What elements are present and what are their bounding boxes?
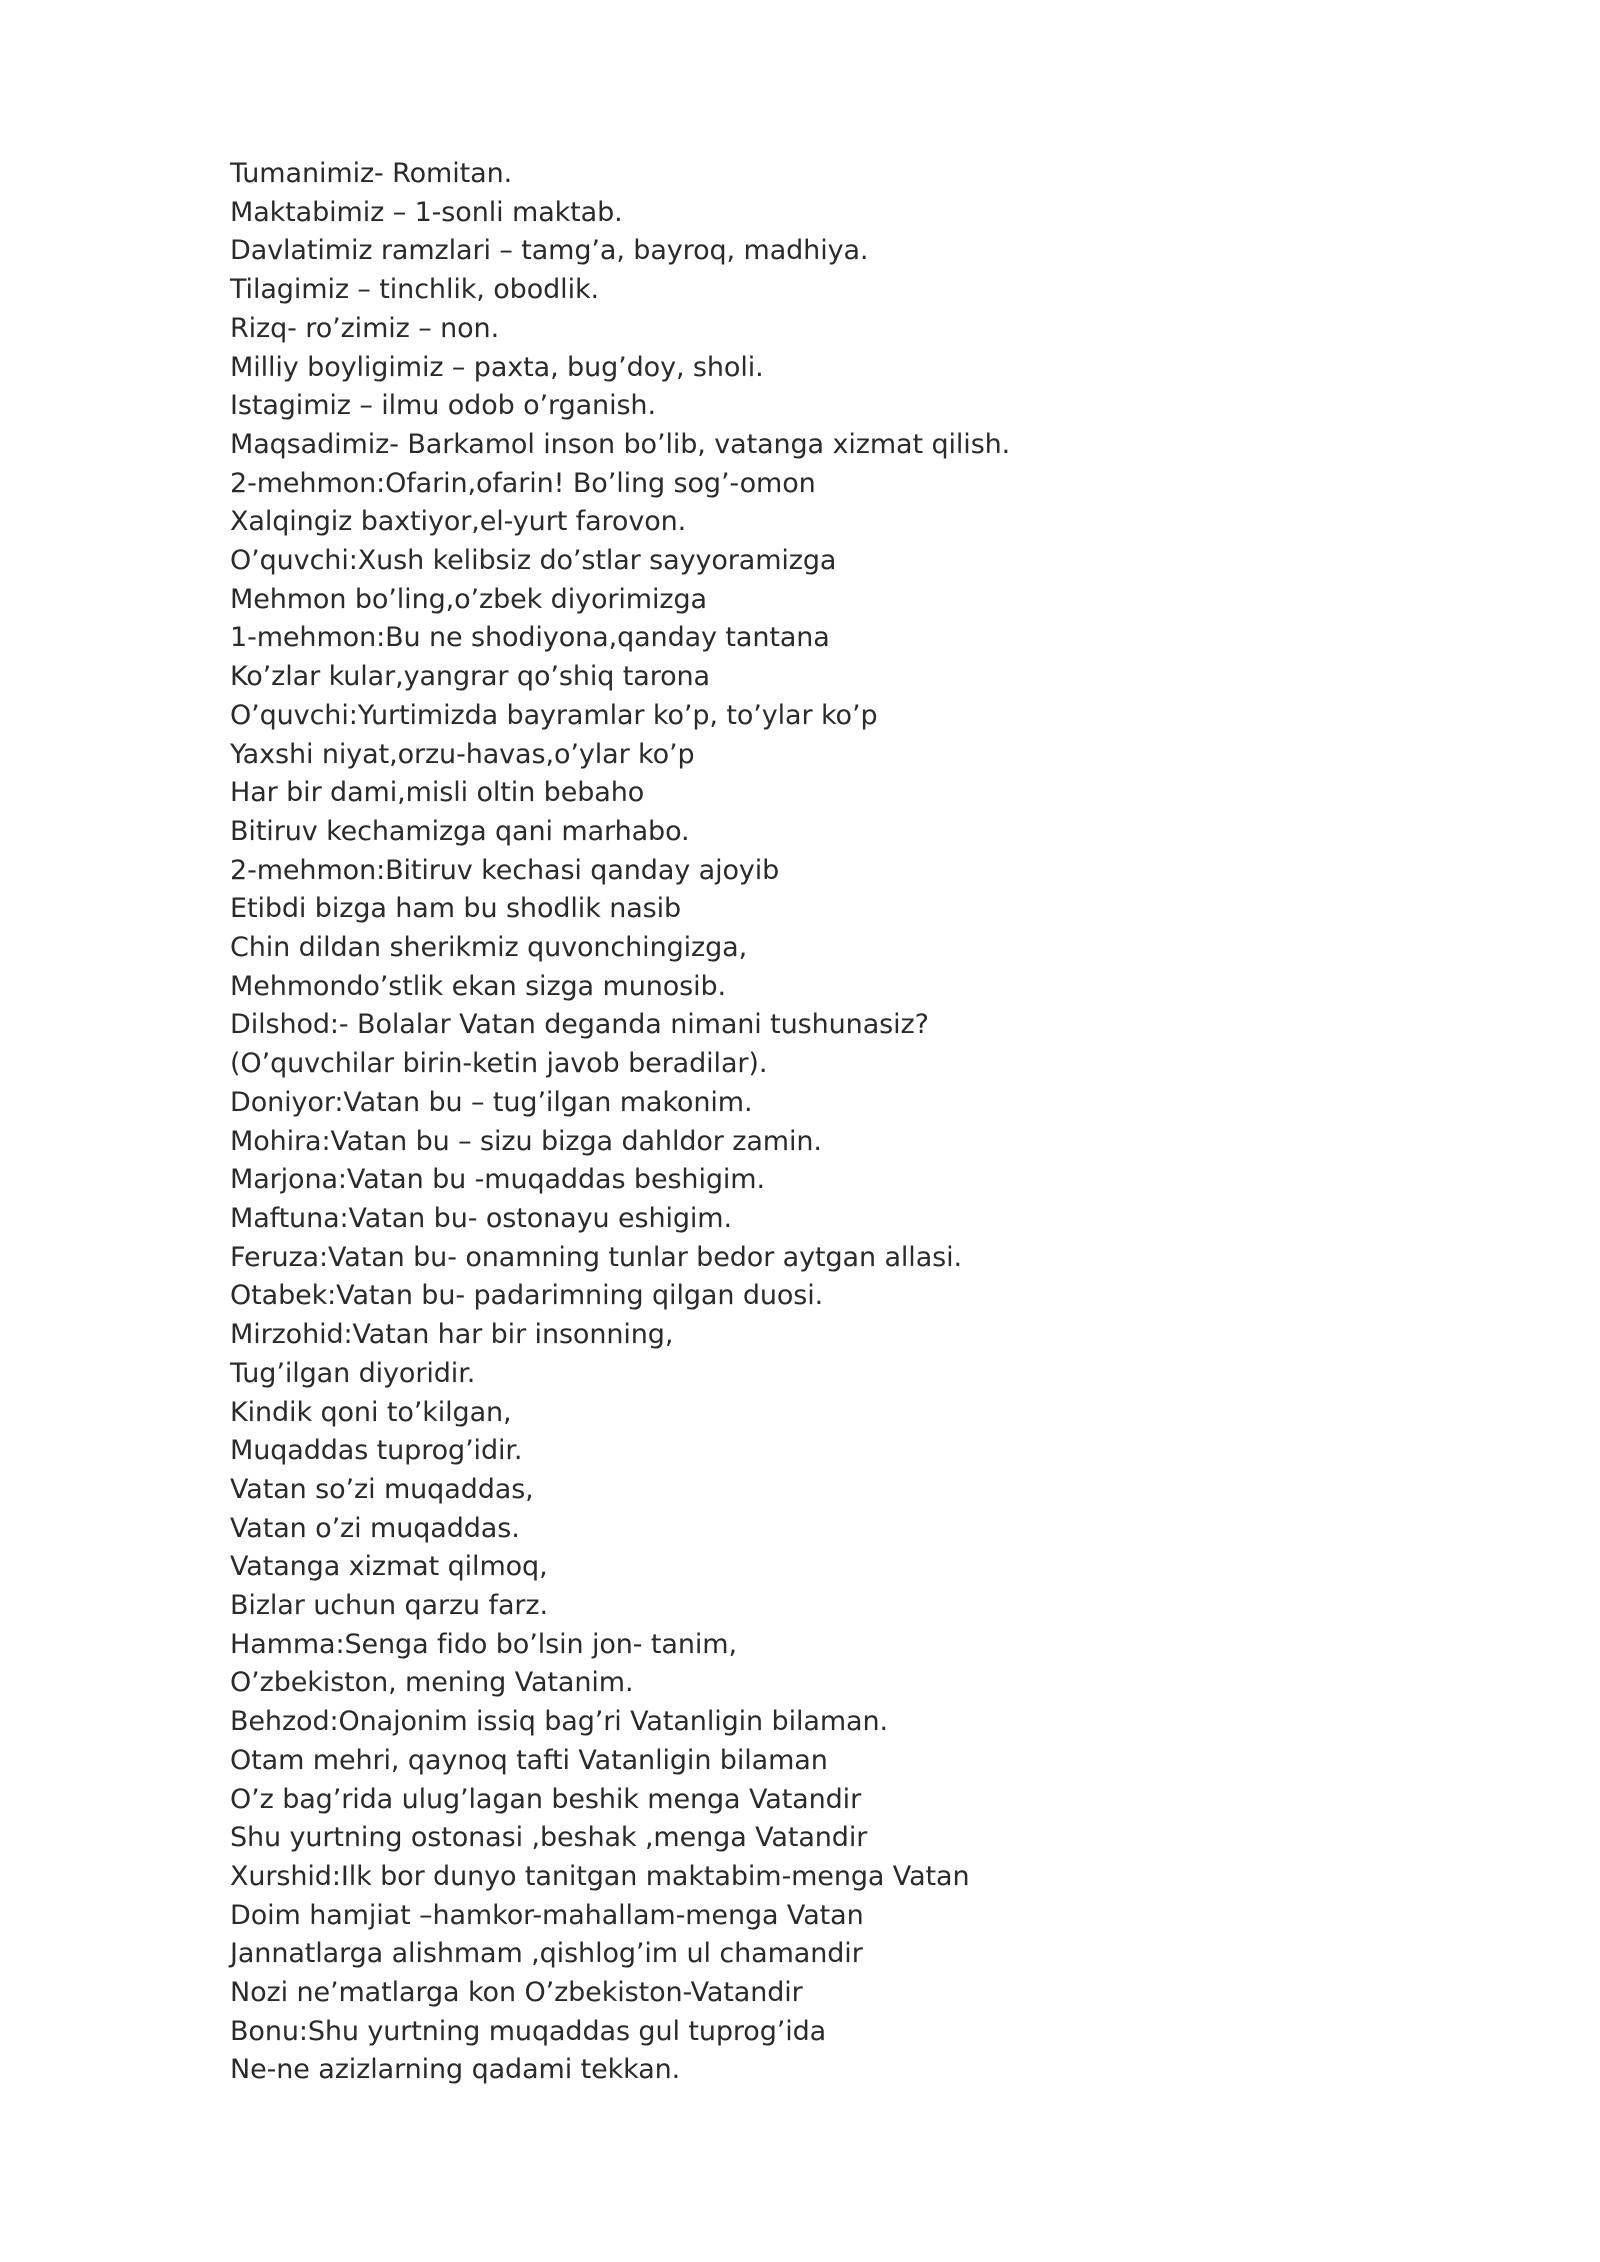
text-line: Yaxshi niyat,orzu-havas,o’ylar ko’p (230, 738, 695, 770)
text-line: Xurshid:Ilk bor dunyo tanitgan maktabim-menga Vatan (230, 1860, 970, 1892)
text-line: O’quvchi:Yurtimizda bayramlar ko’p, to’ylar ko’p (230, 699, 878, 731)
text-line: (O’quvchilar birin-ketin javob beradilar). (230, 1048, 768, 1080)
text-line: Marjona:Vatan bu -muqaddas beshigim. (230, 1164, 765, 1196)
text-line: Dilshod:- Bolalar Vatan deganda nimani tushunasiz? (230, 1009, 929, 1041)
text-line: 2-mehmon:Bitiruv kechasi qanday ajoyib (230, 854, 780, 886)
text-line: Tumanimiz- Romitan. (230, 158, 513, 189)
text-line: Vatan so’zi muqaddas, (230, 1473, 534, 1505)
text-line: 1-mehmon:Bu ne shodiyona,qanday tantana (230, 622, 830, 654)
text-line: Etibdi bizga ham bu shodlik nasib (230, 893, 682, 925)
text-line: Bizlar uchun qarzu farz. (230, 1590, 548, 1622)
text-line: Tilagimiz – tinchlik, obodlik. (230, 274, 599, 306)
text-line: Mehmondo’stlik ekan sizga munosib. (230, 970, 727, 1002)
text-line: 2-mehmon:Ofarin,ofarin! Bo’ling sog’-omon (230, 467, 816, 499)
text-line: Davlatimiz ramzlari – tamg’a, bayroq, madhiya. (230, 235, 869, 267)
text-line: Mehmon bo’ling,o’zbek diyorimizga (230, 583, 707, 615)
text-line: Milliy boyligimiz – paxta, bug’doy, sholi. (230, 351, 764, 383)
text-line: Jannatlarga alishmam ,qishlog’im ul chamandir (230, 1938, 863, 1970)
text-line: Mohira:Vatan bu – sizu bizga dahldor zamin. (230, 1125, 822, 1157)
text-line: Maktabimiz – 1-sonli maktab. (230, 196, 623, 228)
text-line: Otam mehri, qaynoq tafti Vatanligin bilaman (230, 1744, 828, 1776)
text-line: Bitiruv kechamizga qani marhabo. (230, 815, 690, 847)
text-line: Mirzohid:Vatan har bir insonning, (230, 1319, 674, 1351)
text-line: O’quvchi:Xush kelibsiz do’stlar sayyoramizga (230, 545, 837, 577)
text-line: Maftuna:Vatan bu- ostonayu eshigim. (230, 1202, 732, 1234)
text-line: Shu yurtning ostonasi ,beshak ,menga Vatandir (230, 1822, 868, 1854)
text-line: O’zbekiston, mening Vatanim. (230, 1667, 634, 1699)
text-line: O’z bag’rida ulug’lagan beshik menga Vatandir (230, 1783, 862, 1815)
text-line: Otabek:Vatan bu- padarimning qilgan duosi. (230, 1280, 824, 1312)
text-line: Tug’ilgan diyoridir. (230, 1357, 476, 1389)
text-line: Istagimiz – ilmu odob o’rganish. (230, 390, 656, 422)
text-line: Xalqingiz baxtiyor,el-yurt farovon. (230, 506, 687, 538)
text-line: Muqaddas tuprog’idir. (230, 1435, 523, 1467)
text-line: Chin dildan sherikmiz quvonchingizga, (230, 932, 748, 964)
text-line: Rizq- ro’zimiz – non. (230, 312, 500, 344)
text-line: Doim hamjiat –hamkor-mahallam-menga Vatan (230, 1899, 864, 1931)
text-line: Behzod:Onajonim issiq bag’ri Vatanligin bilaman. (230, 1706, 888, 1738)
text-line: Vatan o’zi muqaddas. (230, 1512, 520, 1544)
text-line: Bonu:Shu yurtning muqaddas gul tuprog’ida (230, 2015, 827, 2047)
text-line: Doniyor:Vatan bu – tug’ilgan makonim. (230, 1086, 753, 1118)
text-line: Hamma:Senga fido bo’lsin jon- tanim, (230, 1628, 737, 1660)
text-line: Maqsadimiz- Barkamol inson bo’lib, vatanga xizmat qilish. (230, 428, 1011, 460)
text-line: Vatanga xizmat qilmoq, (230, 1551, 548, 1583)
text-line: Nozi ne’matlarga kon O’zbekiston-Vatandir (230, 1977, 803, 2009)
text-line: Ko’zlar kular,yangrar qo’shiq tarona (230, 661, 710, 693)
text-line: Feruza:Vatan bu- onamning tunlar bedor aytgan allasi. (230, 1241, 963, 1273)
text-line: Kindik qoni to’kilgan, (230, 1396, 512, 1428)
text-line: Har bir dami,misli oltin bebaho (230, 777, 645, 809)
text-line: Ne-ne azizlarning qadami tekkan. (230, 2054, 681, 2086)
document-text (230, 155, 1430, 2090)
